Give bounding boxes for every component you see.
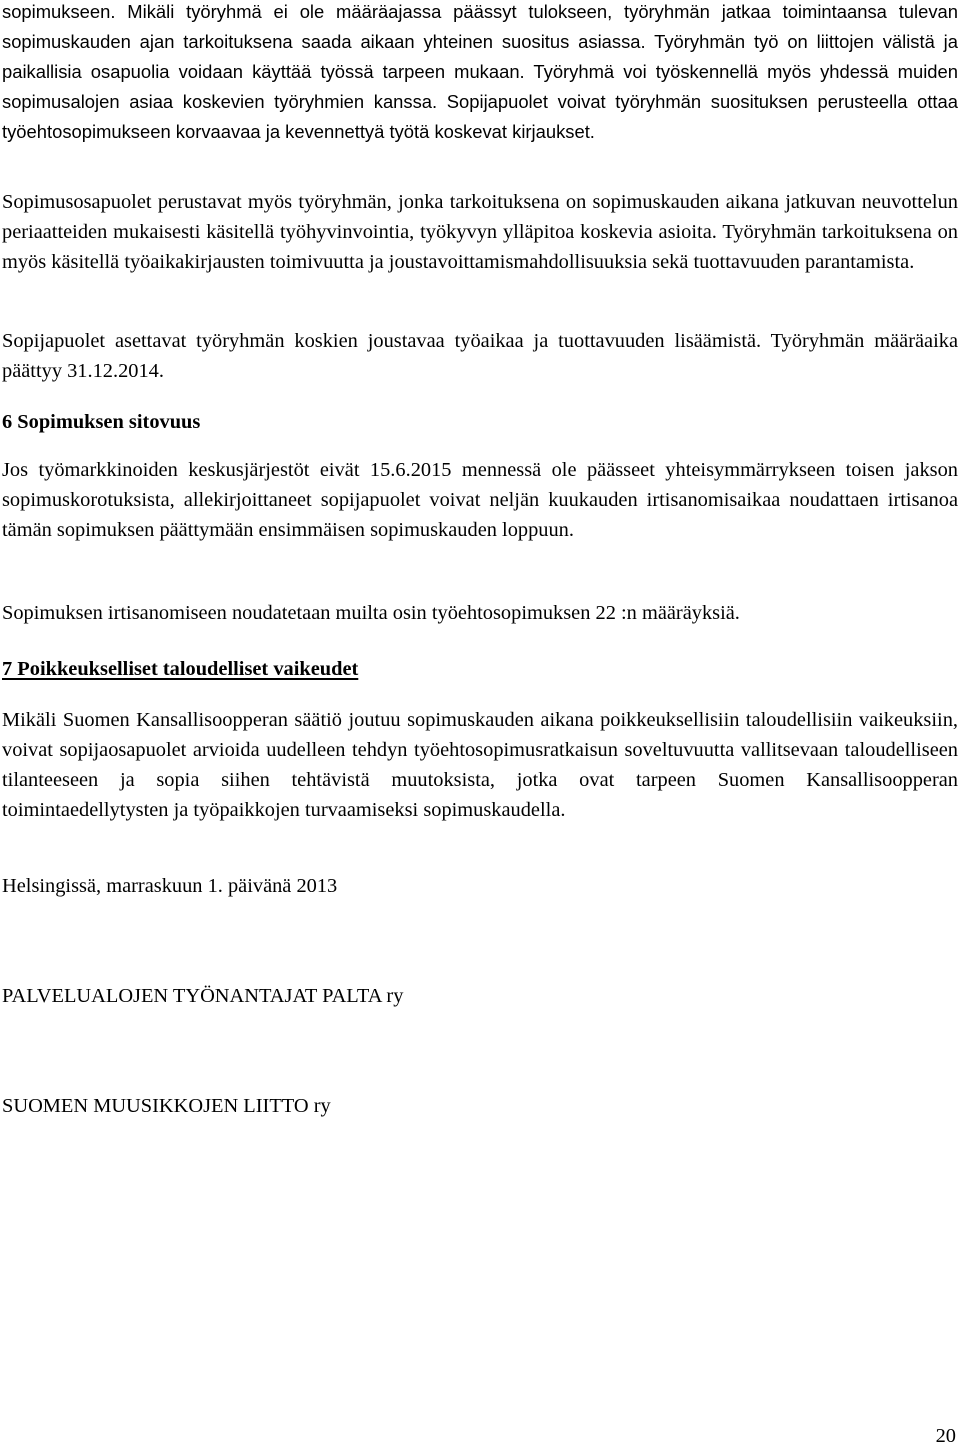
intro-paragraph: sopimukseen. Mikäli työryhmä ei ole määräajassa päässyt tulokseen, työryhmän jatkaa toimintaansa tulevan sopimuskauden ajan tarkoituksena saada aikaan yhteinen suositus asiassa. Työryhmän työ on liittojen välistä ja paikallisia osapuolia voidaan käyttää työssä tarpeen mukaan. Työryhmä voi työskennellä myös yhdessä muiden sopimusalojen asiaa koskevien työryhmien kanssa. Sopijapuolet voivat työryhmän suosituksen perusteella ottaa työehtosopimukseen korvaavaa ja kevennettyä työtä koskevat kirjaukset. [2,1,958,142]
section-6-termination-paragraph: Sopimuksen irtisanomiseen noudatetaan muilta osin työehtosopimuksen 22 :n määräyksiä. [2,602,740,624]
signatory-muusikkojen-liitto: SUOMEN MUUSIKKOJEN LIITTO ry [2,1095,331,1117]
section-7-heading: 7 Poikkeukselliset taloudelliset vaikeudet [2,658,359,680]
working-group-paragraph: Sopimusosapuolet perustavat myös työryhmän, jonka tarkoituksena on sopimuskauden aikana jatkuvan neuvottelun periaatteiden mukaisesti käsitellä työhyvinvointia, työkyvyn ylläpitoa koskevia asioita. Työryhmän tarkoituksena on myös käsitellä työaikakirjausten toimivuutta ja joustavoittamismahdollisuuksia sekä tuottavuuden parantamista. [2,191,958,273]
section-7-paragraph: Mikäli Suomen Kansallisoopperan säätiö joutuu sopimuskauden aikana poikkeuksellisiin taloudellisiin vaikeuksiin, voivat sopijaosapuolet arvioida uudelleen tehdyn työehtosopimusratkaisun soveltuvuutta vallitsevaan taloudelliseen tilanteeseen ja sopia siihen tehtävistä muutoksista, jotka ovat tarpeen Suomen Kansallisoopperan toimintaedellytysten ja työpaikkojen turvaamiseksi sopimuskaudella. [2,709,958,821]
signatory-palta: PALVELUALOJEN TYÖNANTAJAT PALTA ry [2,985,404,1007]
working-time-paragraph: Sopijapuolet asettavat työryhmän koskien joustavaa työaikaa ja tuottavuuden lisäämistä. Työryhmän määräaika päättyy 31.12.2014. [2,330,958,382]
section-6-paragraph: Jos työmarkkinoiden keskusjärjestöt eivät 15.6.2015 mennessä ole päässeet yhteisymmärrykseen toisen jakson sopimuskorotuksista, allekirjoittaneet sopijapuolet voivat neljän kuukauden irtisanomisaikaa noudattaen irtisanoa tämän sopimuksen päättymään ensimmäisen sopimuskauden loppuun. [2,459,958,541]
section-6-heading: 6 Sopimuksen sitovuus [2,411,201,433]
signing-place-date: Helsingissä, marraskuun 1. päivänä 2013 [2,875,338,897]
page-number: 20 [935,1425,956,1447]
